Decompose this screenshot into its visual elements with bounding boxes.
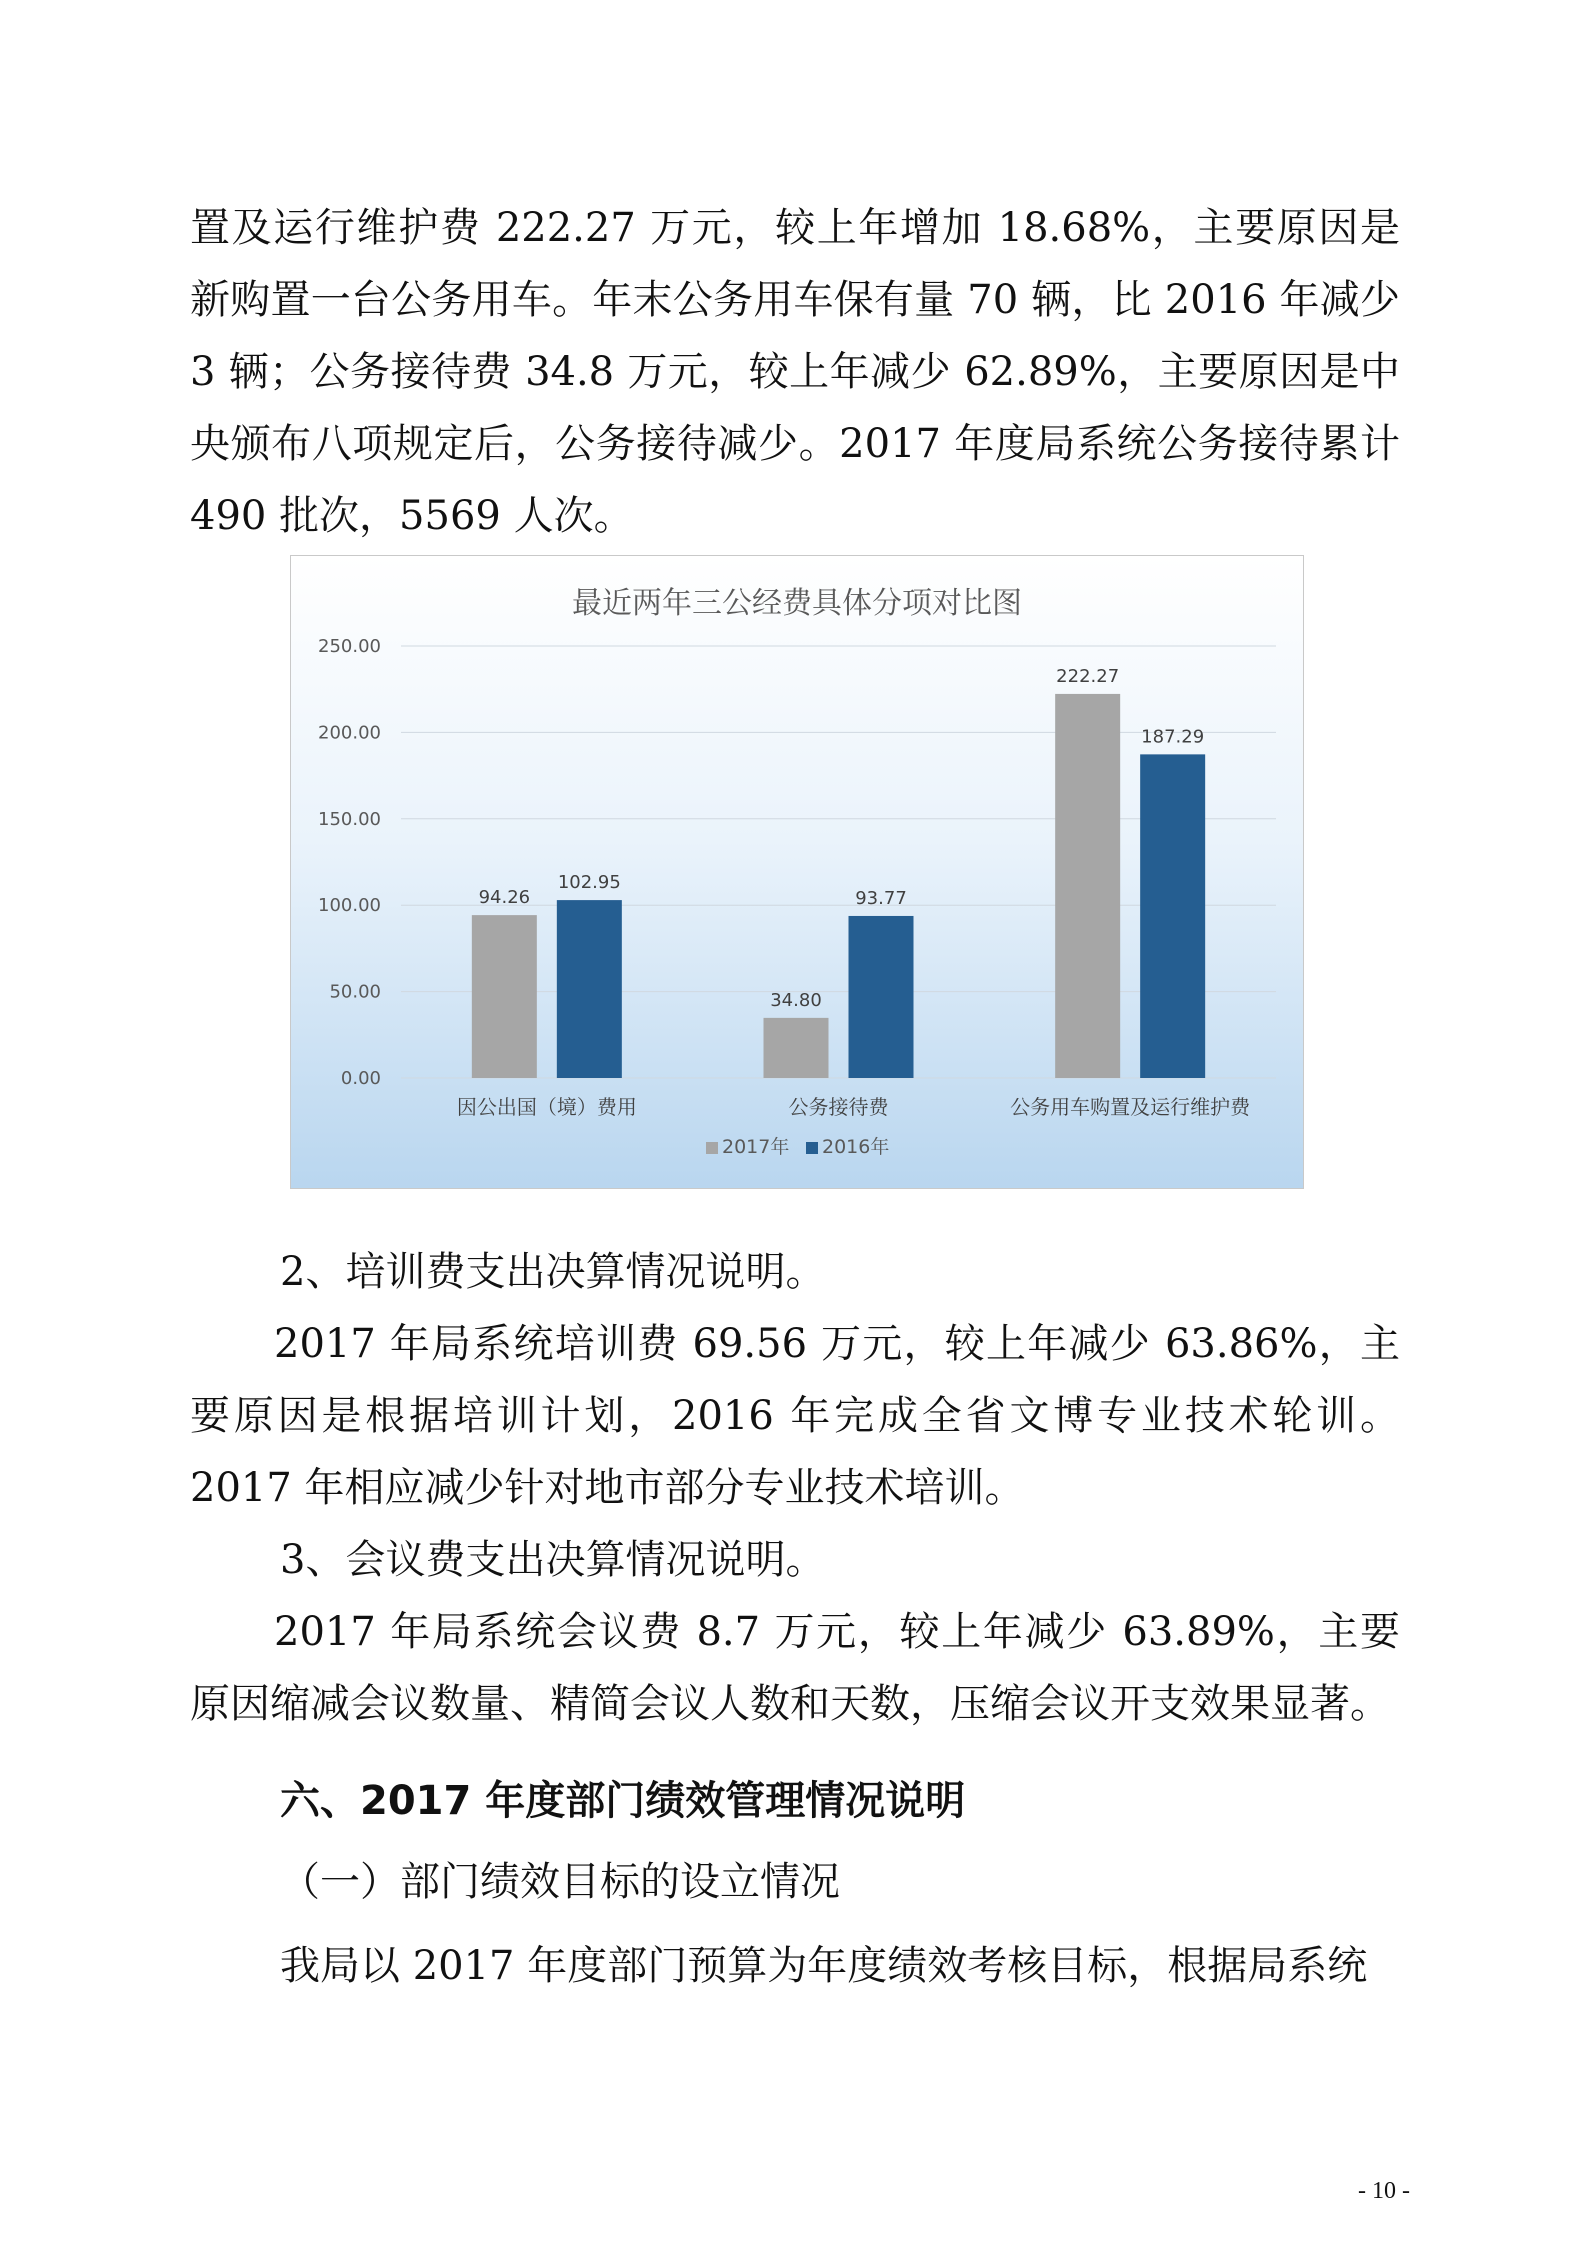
y-tick-label: 100.00	[318, 895, 381, 917]
legend-swatch-0	[706, 1142, 718, 1154]
training-paragraph: 2017 年局系统培训费 69.56 万元，较上年减少 63.86%，主要原因是根据培训计划，2016 年完成全省文博专业技术轮训。2017 年相应减少针对地市部分专业技术培训。	[190, 1321, 1400, 1511]
bar-0-1	[557, 900, 622, 1078]
data-label: 94.26	[478, 887, 531, 909]
x-tick-label: 因公出国（境）费用	[456, 1095, 637, 1119]
bar-1-1	[849, 916, 914, 1078]
data-label: 34.80	[770, 989, 822, 1011]
section6-paragraph: 我局以 2017 年度部门预算为年度绩效考核目标，根据局系统	[280, 1943, 1368, 1989]
y-tick-label: 250.00	[318, 636, 381, 657]
x-tick-label: 公务用车购置及运行维护费	[1010, 1095, 1251, 1119]
section6-subheading: （一）部门绩效目标的设立情况	[280, 1859, 840, 1905]
y-tick-label: 50.00	[329, 981, 381, 1003]
x-tick-label: 公务接待费	[788, 1095, 889, 1119]
meeting-heading: 3、会议费支出决算情况说明。	[280, 1537, 826, 1583]
page-number: - 10 -	[1358, 2178, 1410, 2204]
bar-1-0	[764, 1018, 829, 1078]
y-tick-label: 150.00	[318, 808, 381, 830]
data-label: 187.29	[1141, 726, 1205, 748]
bar-2-1	[1140, 754, 1205, 1078]
chart-title: 最近两年三公经费具体分项对比图	[572, 586, 1022, 621]
section6-heading: 六、2017 年度部门绩效管理情况说明	[280, 1778, 966, 1824]
legend-swatch-1	[806, 1142, 818, 1154]
expense-comparison-chart	[290, 555, 1304, 1189]
bar-2-0	[1055, 694, 1120, 1078]
legend-label: 2016年	[822, 1136, 890, 1158]
y-tick-label: 200.00	[318, 722, 381, 744]
data-label: 102.95	[557, 872, 621, 894]
y-tick-label: 0.00	[340, 1068, 381, 1089]
meeting-paragraph: 2017 年局系统会议费 8.7 万元，较上年减少 63.89%，主要原因缩减会议数量、精简会议人数和天数，压缩会议开支效果显著。	[190, 1609, 1400, 1727]
data-label: 93.77	[855, 887, 907, 909]
chart-plot	[291, 556, 1303, 1188]
training-heading: 2、培训费支出决算情况说明。	[280, 1249, 826, 1295]
legend-label: 2017年	[722, 1136, 790, 1158]
intro-paragraph: 置及运行维护费 222.27 万元，较上年增加 18.68%，主要原因是新购置一台公务用车。年末公务用车保有量 70 辆，比 2016 年减少 3 辆；公务接待费 34.8 万元，较上年减少 62.89%，主要原因是中央颁布八项规定后，公务接待减少。2017 年度局系统公务接待累计 490 批次，5569 人次。	[190, 205, 1400, 539]
data-label: 222.27	[1056, 665, 1120, 687]
bar-0-0	[472, 915, 537, 1078]
